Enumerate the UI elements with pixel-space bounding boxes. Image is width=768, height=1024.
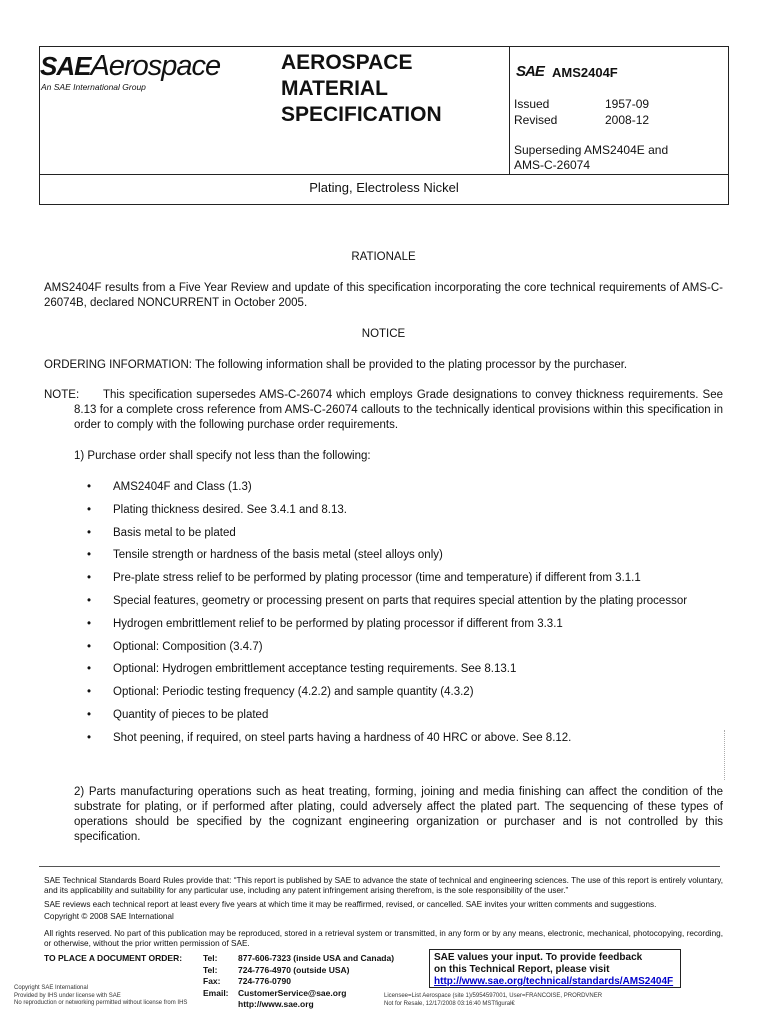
phone-link[interactable]: 724-776-4970 (outside USA) bbox=[238, 964, 350, 975]
list-item: • Optional: Periodic testing frequency (4.2.2) and sample quantity (4.3.2) bbox=[87, 686, 474, 699]
contact-info bbox=[203, 953, 394, 1011]
license-notice: Licensee=List Aerospace (site 1)/5954597001, User=FRANCOISE, PRORDVNER Not for Resale, 12/17/2008 03:16:40 MSTfigural€ bbox=[384, 993, 603, 1007]
list-item: • Optional: Hydrogen embrittlement acceptance testing requirements. See 8.13.1 bbox=[87, 663, 517, 676]
document-type-title bbox=[281, 50, 481, 128]
contact-row bbox=[203, 999, 394, 1011]
list-item: • Optional: Composition (3.4.7) bbox=[87, 640, 263, 653]
board-rules-text: SAE Technical Standards Board Rules provide that: “This report is published by SAE to advance the state of technical and engineering sciences. The use of this report is entirely voluntary, and its applicability and suitability for any particular use, including any patent infringement arising therefrom, is the sole responsibility of the user.” bbox=[44, 876, 723, 895]
margin-dotted-line bbox=[724, 730, 725, 780]
superseding-line: Superseding AMS2404E and bbox=[514, 143, 669, 157]
rationale-heading: RATIONALE bbox=[351, 251, 416, 263]
review-text: SAE reviews each technical report at least every five years at which time it may be reaffirmed, revised, or cancelled. SAE invites your written comments and suggestions. bbox=[44, 900, 657, 909]
list-item: • Plating thickness desired. See 3.4.1 and 8.13. bbox=[87, 503, 347, 516]
email-link[interactable]: CustomerService@sae.org bbox=[238, 987, 347, 998]
list-item: • AMS2404F and Class (1.3) bbox=[87, 481, 252, 493]
bullet-icon: • bbox=[87, 640, 92, 653]
issued-label: Issued bbox=[514, 97, 550, 111]
feedback-line: SAE values your input. To provide feedback bbox=[434, 952, 643, 963]
bullet-icon: • bbox=[87, 549, 92, 562]
order-label: TO PLACE A DOCUMENT ORDER: bbox=[44, 953, 183, 963]
rationale-text: AMS2404F results from a Five Year Review and update of this specification incorporating the core technical requirements of AMS-C-26074B, declared NONCURRENT in October 2005. bbox=[44, 282, 723, 309]
bullet-icon: • bbox=[87, 481, 92, 493]
logo-sae-mark: SAE bbox=[40, 51, 91, 81]
sae-small-logo: SAE bbox=[516, 63, 544, 80]
logo-tagline: An SAE International Group bbox=[41, 82, 146, 92]
sae-aerospace-logo bbox=[40, 50, 220, 83]
note-text: This specification supersedes AMS-C-26074 which employs Grade designations to convey thickness requirements. See 8.13 for a complete cross reference from AMS-C-26074 callouts to the technically identical provisions within this specification in order to comply with the following purchase order requirements. bbox=[74, 389, 723, 431]
ihs-notice: Copyright SAE International Provided by IHS under license with SAE No reproduction or networking permitted without license from IHS bbox=[14, 985, 188, 1006]
rights-text: All rights reserved. No part of this publication may be reproduced, stored in a retrieval system or transmitted, in any form or by any means, electronic, mechanical, photocopying, recording, or otherwise, without the prior written permission of SAE. bbox=[44, 929, 723, 948]
issued-value: 1957-09 bbox=[605, 97, 650, 111]
bullet-icon: • bbox=[87, 686, 92, 699]
contact-row: Email: CustomerService@sae.org bbox=[203, 987, 347, 998]
spec-number: AMS2404F bbox=[552, 65, 618, 80]
list-item: • Shot peening, if required, on steel parts having a hardness of 40 HRC or above. See 8.12. bbox=[87, 731, 572, 744]
bullet-icon: • bbox=[87, 503, 92, 516]
ordering-information: ORDERING INFORMATION: The following information shall be provided to the plating processor by the purchaser. bbox=[44, 359, 628, 371]
feedback-box bbox=[429, 949, 681, 988]
list-item: • Quantity of pieces to be plated bbox=[87, 708, 269, 721]
feedback-line: on this Technical Report, please visit bbox=[434, 964, 610, 975]
list-item: • Pre-plate stress relief to be performed by plating processor (time and temperature) if different from 3.1.1 bbox=[87, 572, 641, 585]
header-divider-horizontal bbox=[40, 174, 728, 175]
phone-link[interactable]: 877-606-7323 (inside USA and Canada) bbox=[238, 953, 395, 963]
bullet-icon: • bbox=[87, 572, 92, 585]
footer-rule bbox=[39, 866, 720, 867]
notice-heading: NOTICE bbox=[361, 328, 406, 340]
bullet-icon: • bbox=[87, 731, 92, 744]
superseding-line: AMS-C-26074 bbox=[514, 158, 591, 172]
list-item: • Tensile strength or hardness of the basis metal (steel alloys only) bbox=[87, 549, 443, 562]
revised-value: 2008-12 bbox=[605, 113, 650, 127]
logo-word: Aerospace bbox=[90, 50, 221, 82]
bullet-icon: • bbox=[87, 594, 92, 607]
purchase-order-requirements-list bbox=[87, 480, 723, 754]
bullet-icon: • bbox=[87, 708, 92, 721]
title-line: MATERIAL bbox=[281, 77, 388, 100]
list-item: • Special features, geometry or processing present on parts that requires special attention by the plating processor bbox=[87, 594, 688, 607]
purchase-order-item: 1) Purchase order shall specify not less than the following: bbox=[74, 450, 371, 462]
title-line: SPECIFICATION bbox=[281, 103, 442, 126]
revised-label: Revised bbox=[514, 113, 558, 127]
contact-row: Fax: 724-776-0790 bbox=[203, 976, 291, 986]
feedback-link[interactable]: http://www.sae.org/technical/standards/AMS2404F bbox=[434, 976, 674, 987]
list-item: • Hydrogen embrittlement relief to be performed by plating processor if different from 3.3.1 bbox=[87, 617, 563, 630]
superseding-note bbox=[514, 143, 668, 173]
fax-number: 724-776-0790 bbox=[238, 976, 291, 986]
website-link[interactable]: http://www.sae.org bbox=[238, 999, 314, 1009]
title-line: AEROSPACE bbox=[281, 51, 413, 74]
bullet-icon: • bbox=[87, 526, 92, 539]
list-item: • Basis metal to be plated bbox=[87, 526, 236, 539]
bullet-icon: • bbox=[87, 617, 92, 630]
note-label: NOTE: bbox=[44, 389, 80, 401]
manufacturing-operations-item: 2) Parts manufacturing operations such as heat treating, forming, joining and media finishing can affect the condition of the substrate for plating, or if performed after plating, could adversely affect the plated part. The sequencing of these types of operations should be specified by the cognizant engineering organization or purchaser and is not controlled by this specification. bbox=[74, 786, 723, 843]
bullet-icon: • bbox=[87, 663, 92, 676]
contact-row: Tel: 877-606-7323 (inside USA and Canada) bbox=[203, 953, 395, 963]
document-subject: Plating, Electroless Nickel bbox=[309, 180, 459, 195]
contact-row: Tel: 724-776-4970 (outside USA) bbox=[203, 964, 350, 975]
copyright-text: Copyright © 2008 SAE International bbox=[44, 912, 174, 921]
header-divider-vertical bbox=[509, 47, 510, 174]
